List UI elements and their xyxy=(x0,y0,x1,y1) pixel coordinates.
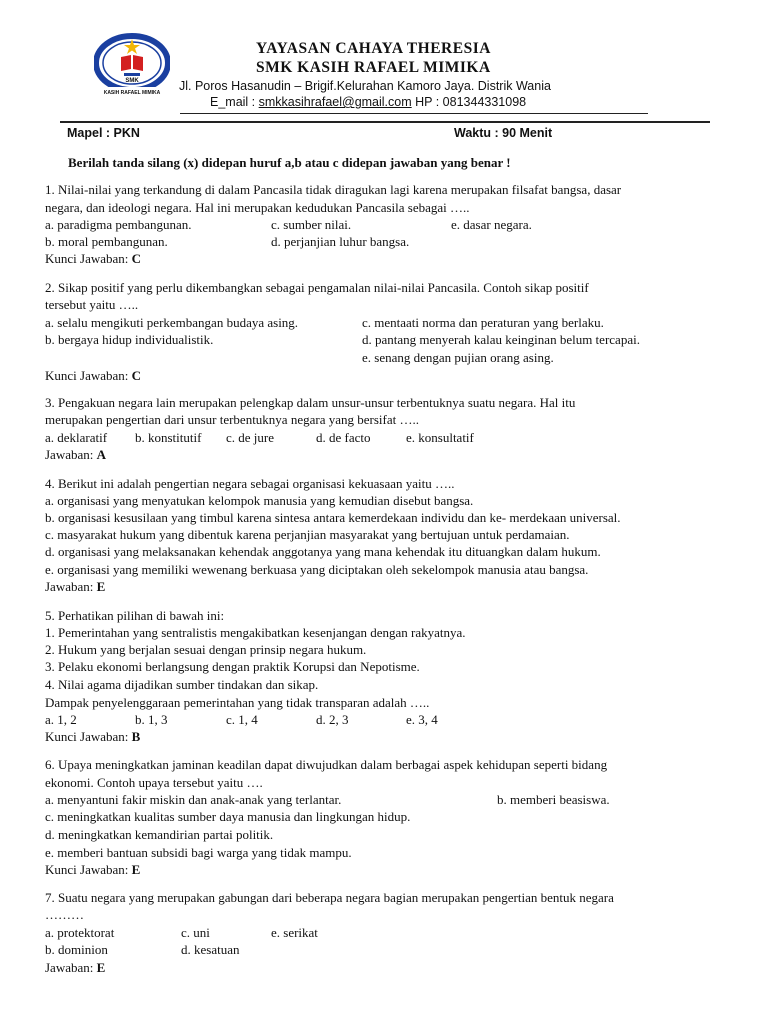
q7-line1: 7. Suatu negara yang merupakan gabungan dari beberapa negara bagian merupakan pengertian bentuk negara xyxy=(45,890,614,905)
q5-statement-3: 3. Pelaku ekonomi berlangsung dengan praktik Korupsi dan Nepotisme. xyxy=(45,659,420,674)
q1-option-d: d. perjanjian luhur bangsa. xyxy=(271,234,410,249)
q5-option-d: d. 2, 3 xyxy=(316,712,349,727)
q2-option-c: c. mentaati norma dan peraturan yang berlaku. xyxy=(362,315,604,330)
header-rule-2 xyxy=(60,121,710,123)
logo-text-bottom: KASIH RAFAEL MIMIKA xyxy=(103,90,161,96)
q4-option-c: c. masyarakat hukum yang dibentuk karena perjanjian masyarakat yang bertujuan untuk perdamaian. xyxy=(45,527,570,542)
q2-answer: Kunci Jawaban: C xyxy=(45,368,142,383)
email-link[interactable]: smkkasihrafael@gmail.com xyxy=(258,95,412,109)
q6-option-b: b. memberi beasiswa. xyxy=(497,792,610,807)
q4-line1: 4. Berikut ini adalah pengertian negara sebagai organisasi kekuasaan yaitu ….. xyxy=(45,476,455,491)
q4-answer-key: E xyxy=(96,579,106,594)
q6-answer-key: E xyxy=(131,862,141,877)
phone: HP : 081344331098 xyxy=(411,95,527,109)
q6-answer: Kunci Jawaban: E xyxy=(45,862,141,877)
school-logo xyxy=(94,33,170,97)
q7-answer: Jawaban: E xyxy=(45,960,106,975)
q3-option-a: a. deklaratif xyxy=(45,430,108,445)
q2-option-b: b. bergaya hidup individualistik. xyxy=(45,332,214,347)
q5-line2: Dampak penyelenggaraan pemerintahan yang tidak transparan adalah ….. xyxy=(45,695,430,710)
q6-option-d: d. meningkatkan kemandirian partai politik. xyxy=(45,827,274,842)
q5-line1: 5. Perhatikan pilihan di bawah ini: xyxy=(45,608,225,623)
q3-answer-key: A xyxy=(96,447,107,462)
q3-option-d: d. de facto xyxy=(316,430,371,445)
q6-line2: ekonomi. Contoh upaya tersebut yaitu …. xyxy=(45,775,263,790)
q4-option-d: d. organisasi yang melaksanakan kehendak anggotanya yang mana kehendak itu dituangkan dalam hukum. xyxy=(45,544,601,559)
q2-answer-key: C xyxy=(131,368,142,383)
q2-option-d: d. pantang menyerah kalau keinginan belum tercapai. xyxy=(362,332,640,347)
address: Jl. Poros Hasanudin – Brigif.Kelurahan Kamoro Jaya. Distrik Wania xyxy=(179,79,551,93)
q5-option-e: e. 3, 4 xyxy=(406,712,438,727)
q5-option-a: a. 1, 2 xyxy=(45,712,77,727)
q6-option-a: a. menyantuni fakir miskin dan anak-anak yang terlantar. xyxy=(45,792,342,807)
q3-line1: 3. Pengakuan negara lain merupakan pelengkap dalam unsur-unsur terbentuknya suatu negara. Hal itu xyxy=(45,395,576,410)
q7-option-e: e. serikat xyxy=(271,925,318,940)
logo-text-top: SMK xyxy=(125,78,139,84)
q5-statement-4: 4. Nilai agama dijadikan sumber tindakan dan sikap. xyxy=(45,677,319,692)
time: Waktu : 90 Menit xyxy=(454,126,553,140)
q5-option-b: b. 1, 3 xyxy=(135,712,168,727)
q7-answer-key: E xyxy=(96,960,106,975)
q2-line1: 2. Sikap positif yang perlu dikembangkan sebagai pengamalan nilai-nilai Pancasila. Contoh sikap positif xyxy=(45,280,589,295)
q1-line1: 1. Nilai-nilai yang terkandung di dalam Pancasila tidak diragukan lagi karena merupakan filsafat bangsa, dasar xyxy=(45,182,622,197)
q4-answer: Jawaban: E xyxy=(45,579,106,594)
subject: Mapel : PKN xyxy=(67,126,140,140)
contact-line xyxy=(210,95,526,109)
q4-option-b: b. organisasi kesusilaan yang timbul karena sintesa antara kemerdekaan individu dan ke- merdekaan universal. xyxy=(45,510,621,525)
q5-answer: Kunci Jawaban: B xyxy=(45,729,141,744)
q3-option-b: b. konstitutif xyxy=(135,430,202,445)
q1-answer: Kunci Jawaban: C xyxy=(45,251,142,266)
q1-answer-key: C xyxy=(131,251,142,266)
q2-option-a: a. selalu mengikuti perkembangan budaya asing. xyxy=(45,315,299,330)
q2-line2: tersebut yaitu ….. xyxy=(45,297,139,312)
q4-option-a: a. organisasi yang menyatukan kelompok manusia yang kemudian disebut bangsa. xyxy=(45,493,474,508)
q6-option-e: e. memberi bantuan subsidi bagi warga yang tidak mampu. xyxy=(45,845,352,860)
q5-answer-key: B xyxy=(131,729,141,744)
q3-option-c: c. de jure xyxy=(226,430,275,445)
q1-line2: negara, dan ideologi negara. Hal ini merupakan kedudukan Pancasila sebagai ….. xyxy=(45,200,470,215)
q1-option-b: b. moral pembangunan. xyxy=(45,234,168,249)
q7-option-b: b. dominion xyxy=(45,942,108,957)
q2-option-e: e. senang dengan pujian orang asing. xyxy=(362,350,554,365)
q5-statement-2: 2. Hukum yang berjalan sesuai dengan prinsip negara hukum. xyxy=(45,642,367,657)
q7-option-c: c. uni xyxy=(181,925,210,940)
q7-line2: ……… xyxy=(45,907,84,922)
q6-option-c: c. meningkatkan kualitas sumber daya manusia dan lingkungan hidup. xyxy=(45,809,411,824)
q1-option-c: c. sumber nilai. xyxy=(271,217,352,232)
q7-option-a: a. protektorat xyxy=(45,925,115,940)
q3-line2: merupakan pengertian dari unsur terbentuknya negara yang bersifat ….. xyxy=(45,412,419,427)
q3-answer: Jawaban: A xyxy=(45,447,107,462)
header-rule xyxy=(180,113,648,114)
q7-option-d: d. kesatuan xyxy=(181,942,240,957)
instruction: Berilah tanda silang (x) didepan huruf a,b atau c didepan jawaban yang benar ! xyxy=(68,155,511,170)
q3-option-e: e. konsultatif xyxy=(406,430,474,445)
q4-option-e: e. organisasi yang memiliki wewenang berkuasa yang diciptakan oleh sekelompok manusia atau bangsa. xyxy=(45,562,589,577)
q5-option-c: c. 1, 4 xyxy=(226,712,258,727)
q1-option-a: a. paradigma pembangunan. xyxy=(45,217,192,232)
email-label: E_mail : xyxy=(210,95,259,109)
q1-option-e: e. dasar negara. xyxy=(451,217,532,232)
q5-statement-1: 1. Pemerintahan yang sentralistis mengakibatkan kesenjangan dengan rakyatnya. xyxy=(45,625,466,640)
school-name: SMK KASIH RAFAEL MIMIKA xyxy=(256,59,491,76)
org-name: YAYASAN CAHAYA THERESIA xyxy=(256,40,491,57)
q6-line1: 6. Upaya meningkatkan jaminan keadilan dapat diwujudkan dalam berbagai aspek kehidupan seperti bidang xyxy=(45,757,608,772)
